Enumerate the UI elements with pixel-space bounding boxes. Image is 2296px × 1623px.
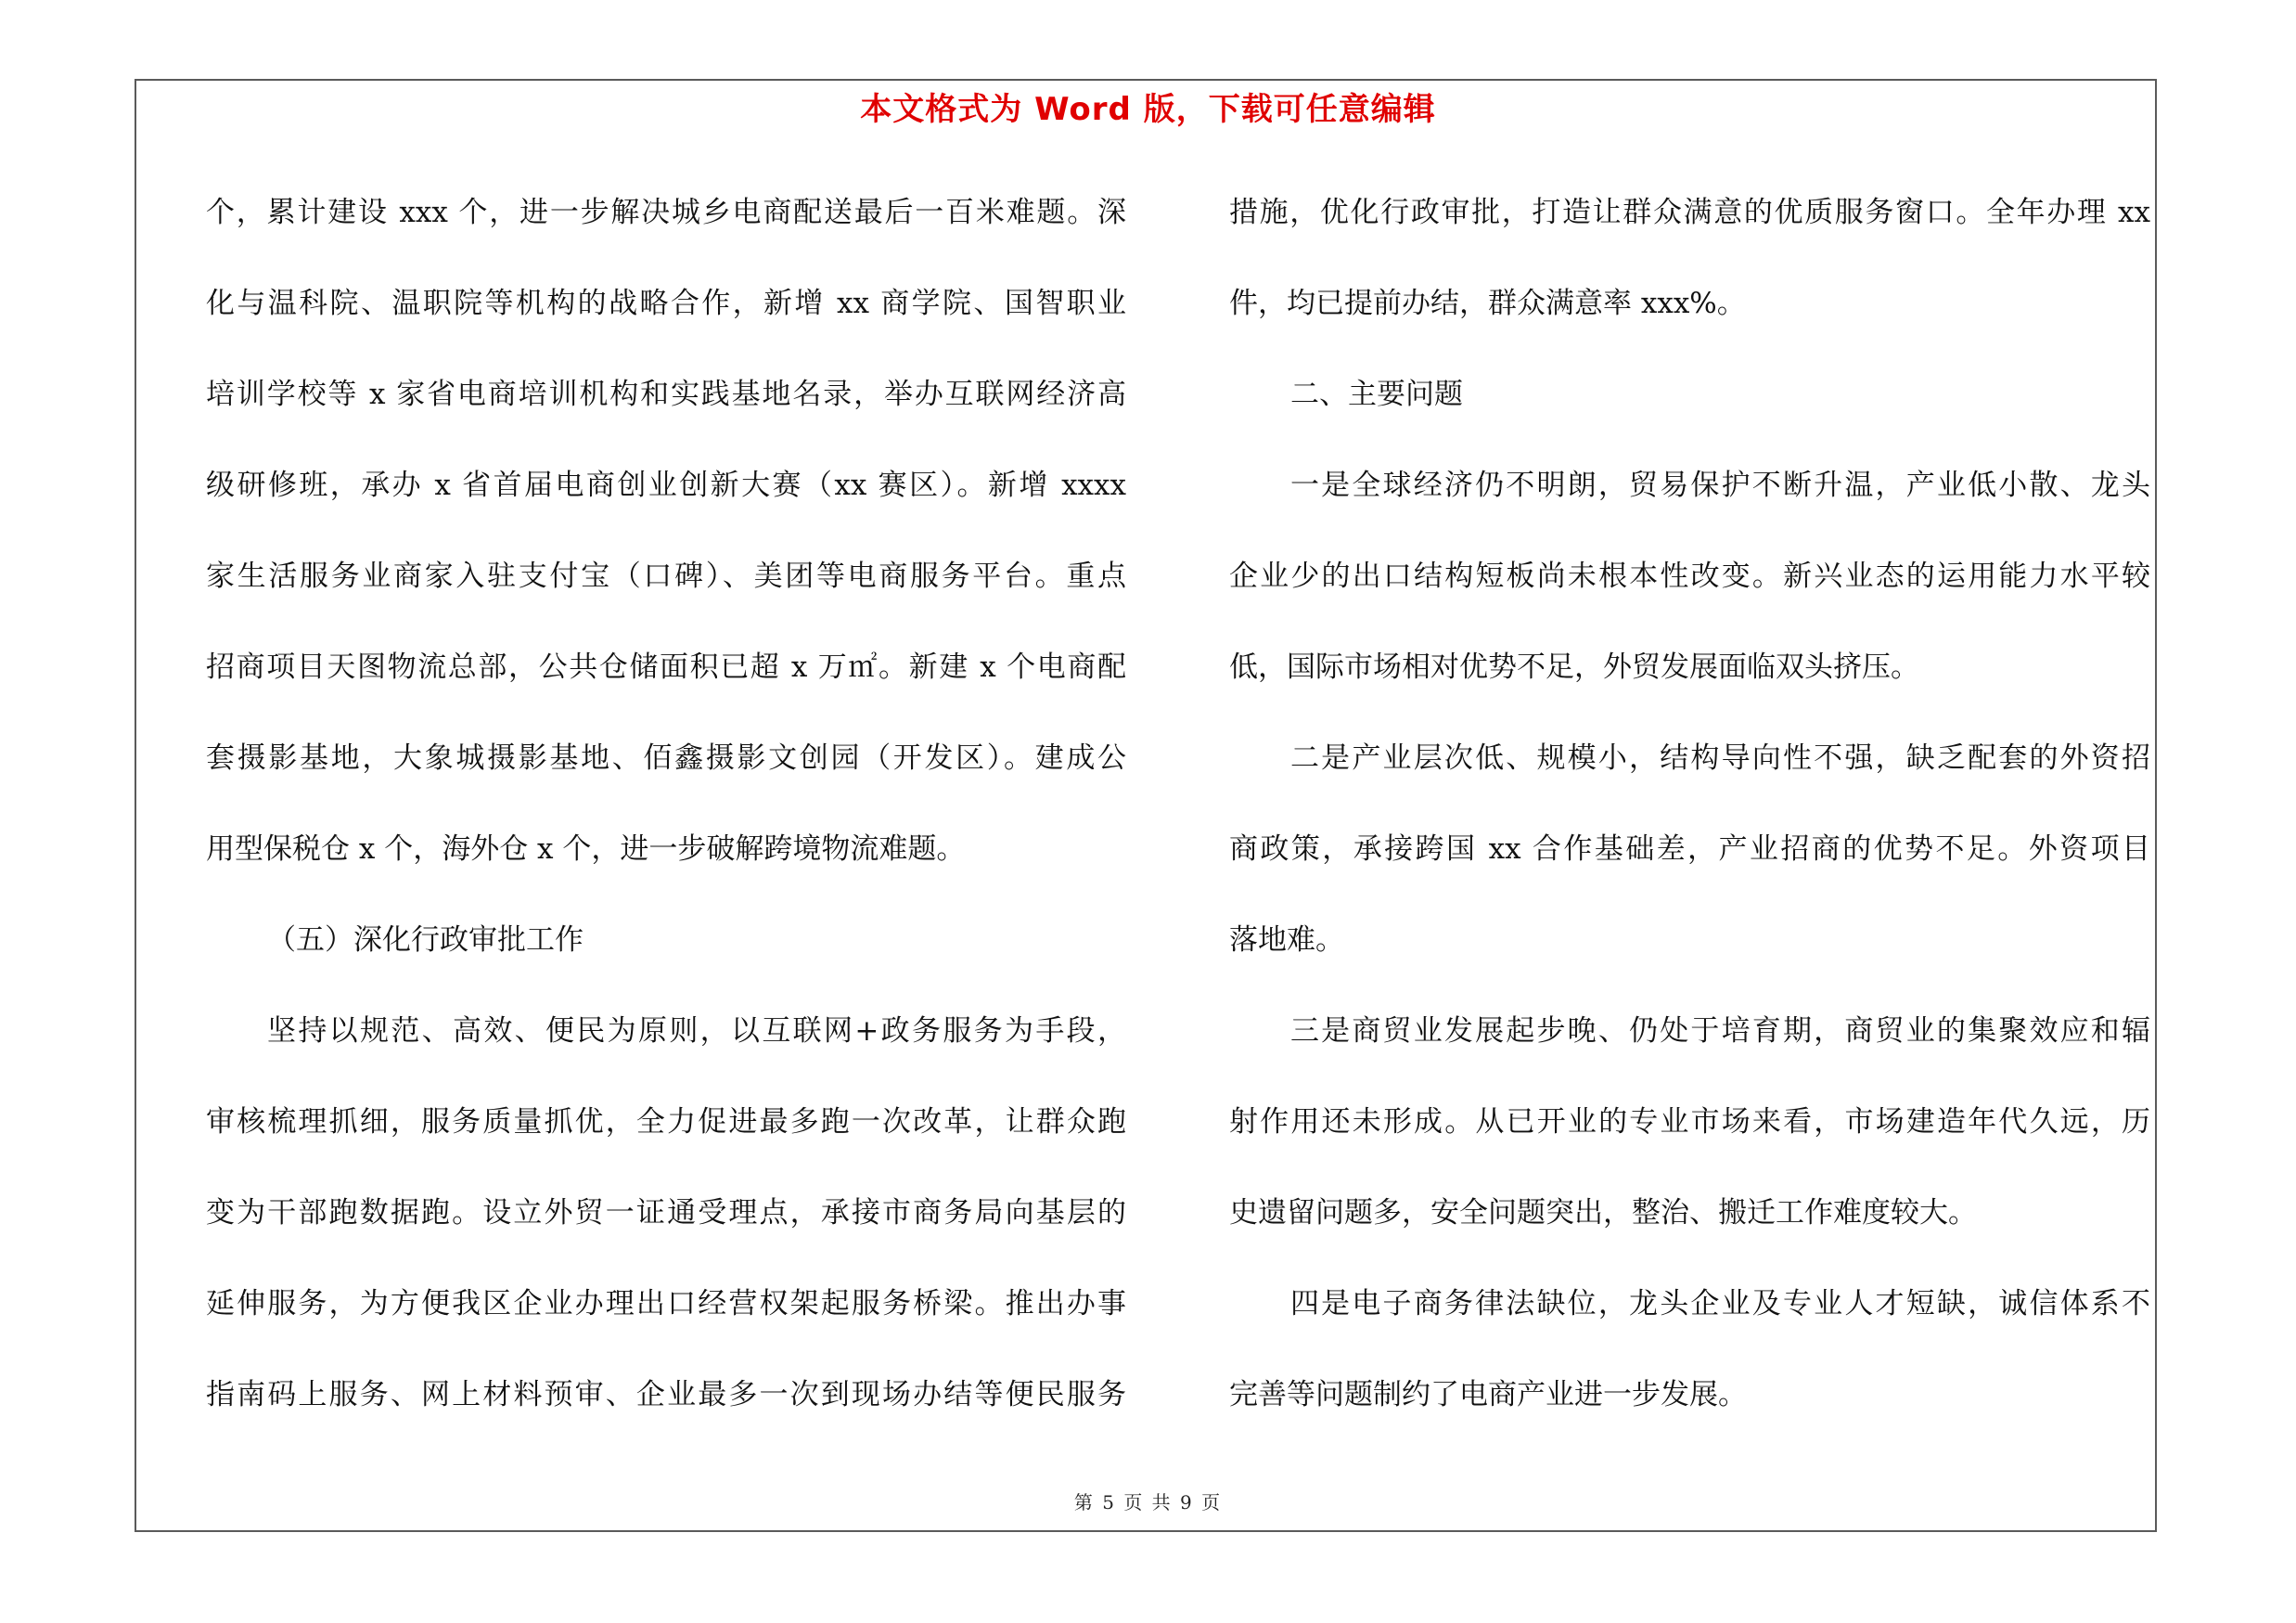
text-line: （五）深化行政审批工作 [267, 923, 584, 957]
text-line: 招商项目天图物流总部，公共仓储面积已超 x 万㎡。新建 x 个电商配 [206, 650, 1126, 684]
text-line: 三是商贸业发展起步晚、仍处于培育期，商贸业的集聚效应和辐 [1290, 1014, 2150, 1048]
text-line: 级研修班，承办 x 省首届电商创业创新大赛（xx 赛区）。新增 xxxx [206, 469, 1126, 502]
text-line: 一是全球经济仍不明朗，贸易保护不断升温，产业低小散、龙头 [1290, 469, 2150, 502]
text-line: 坚持以规范、高效、便民为原则，以互联网+政务服务为手段， [267, 1014, 1126, 1048]
text-line: 完善等问题制约了电商产业进一步发展。 [1229, 1378, 1747, 1411]
text-line: 化与温科院、温职院等机构的战略合作，新增 xx 商学院、国智职业 [206, 287, 1126, 320]
text-line: 变为干部跑数据跑。设立外贸一证通受理点，承接市商务局向基层的 [206, 1196, 1126, 1230]
text-line: 个，累计建设 xxx 个，进一步解决城乡电商配送最后一百米难题。深 [206, 196, 1126, 229]
text-line: 四是电子商务律法缺位，龙头企业及专业人才短缺，诚信体系不 [1290, 1287, 2150, 1320]
text-line: 落地难。 [1229, 923, 1344, 957]
text-line: 二、主要问题 [1290, 378, 1463, 411]
text-line: 延伸服务，为方便我区企业办理出口经营权架起服务桥梁。推出办事 [206, 1287, 1126, 1320]
text-line: 低，国际市场相对优势不足，外贸发展面临双头挤压。 [1229, 650, 1919, 684]
text-line: 家生活服务业商家入驻支付宝（口碑）、美团等电商服务平台。重点 [206, 560, 1126, 593]
text-line: 二是产业层次低、规模小，结构导向性不强，缺乏配套的外资招 [1290, 741, 2150, 775]
text-line: 史遗留问题多，安全问题突出，整治、搬迁工作难度较大。 [1229, 1196, 1977, 1230]
page-number-footer: 第 5 页 共 9 页 [1073, 1491, 1223, 1514]
right-text-column [1229, 182, 2150, 1455]
text-line: 商政策，承接跨国 xx 合作基础差，产业招商的优势不足。外资项目 [1229, 832, 2150, 866]
text-line: 射作用还未形成。从已开业的专业市场来看，市场建造年代久远，历 [1229, 1105, 2150, 1139]
text-line: 指南码上服务、网上材料预审、企业最多一次到现场办结等便民服务 [206, 1378, 1126, 1411]
document-banner: 本文格式为 Word 版，下载可任意编辑 [860, 91, 1436, 128]
text-line: 措施，优化行政审批，打造让群众满意的优质服务窗口。全年办理 xx [1229, 196, 2150, 229]
left-text-column [206, 182, 1126, 1455]
text-line: 用型保税仓 x 个，海外仓 x 个，进一步破解跨境物流难题。 [206, 832, 966, 866]
text-line: 件，均已提前办结，群众满意率 xxx%。 [1229, 287, 1746, 320]
text-line: 审核梳理抓细，服务质量抓优，全力促进最多跑一次改革，让群众跑 [206, 1105, 1126, 1139]
text-line: 培训学校等 x 家省电商培训机构和实践基地名录，举办互联网经济高 [206, 378, 1126, 411]
text-line: 套摄影基地，大象城摄影基地、佰鑫摄影文创园（开发区）。建成公 [206, 741, 1126, 775]
text-line: 企业少的出口结构短板尚未根本性改变。新兴业态的运用能力水平较 [1229, 560, 2150, 593]
